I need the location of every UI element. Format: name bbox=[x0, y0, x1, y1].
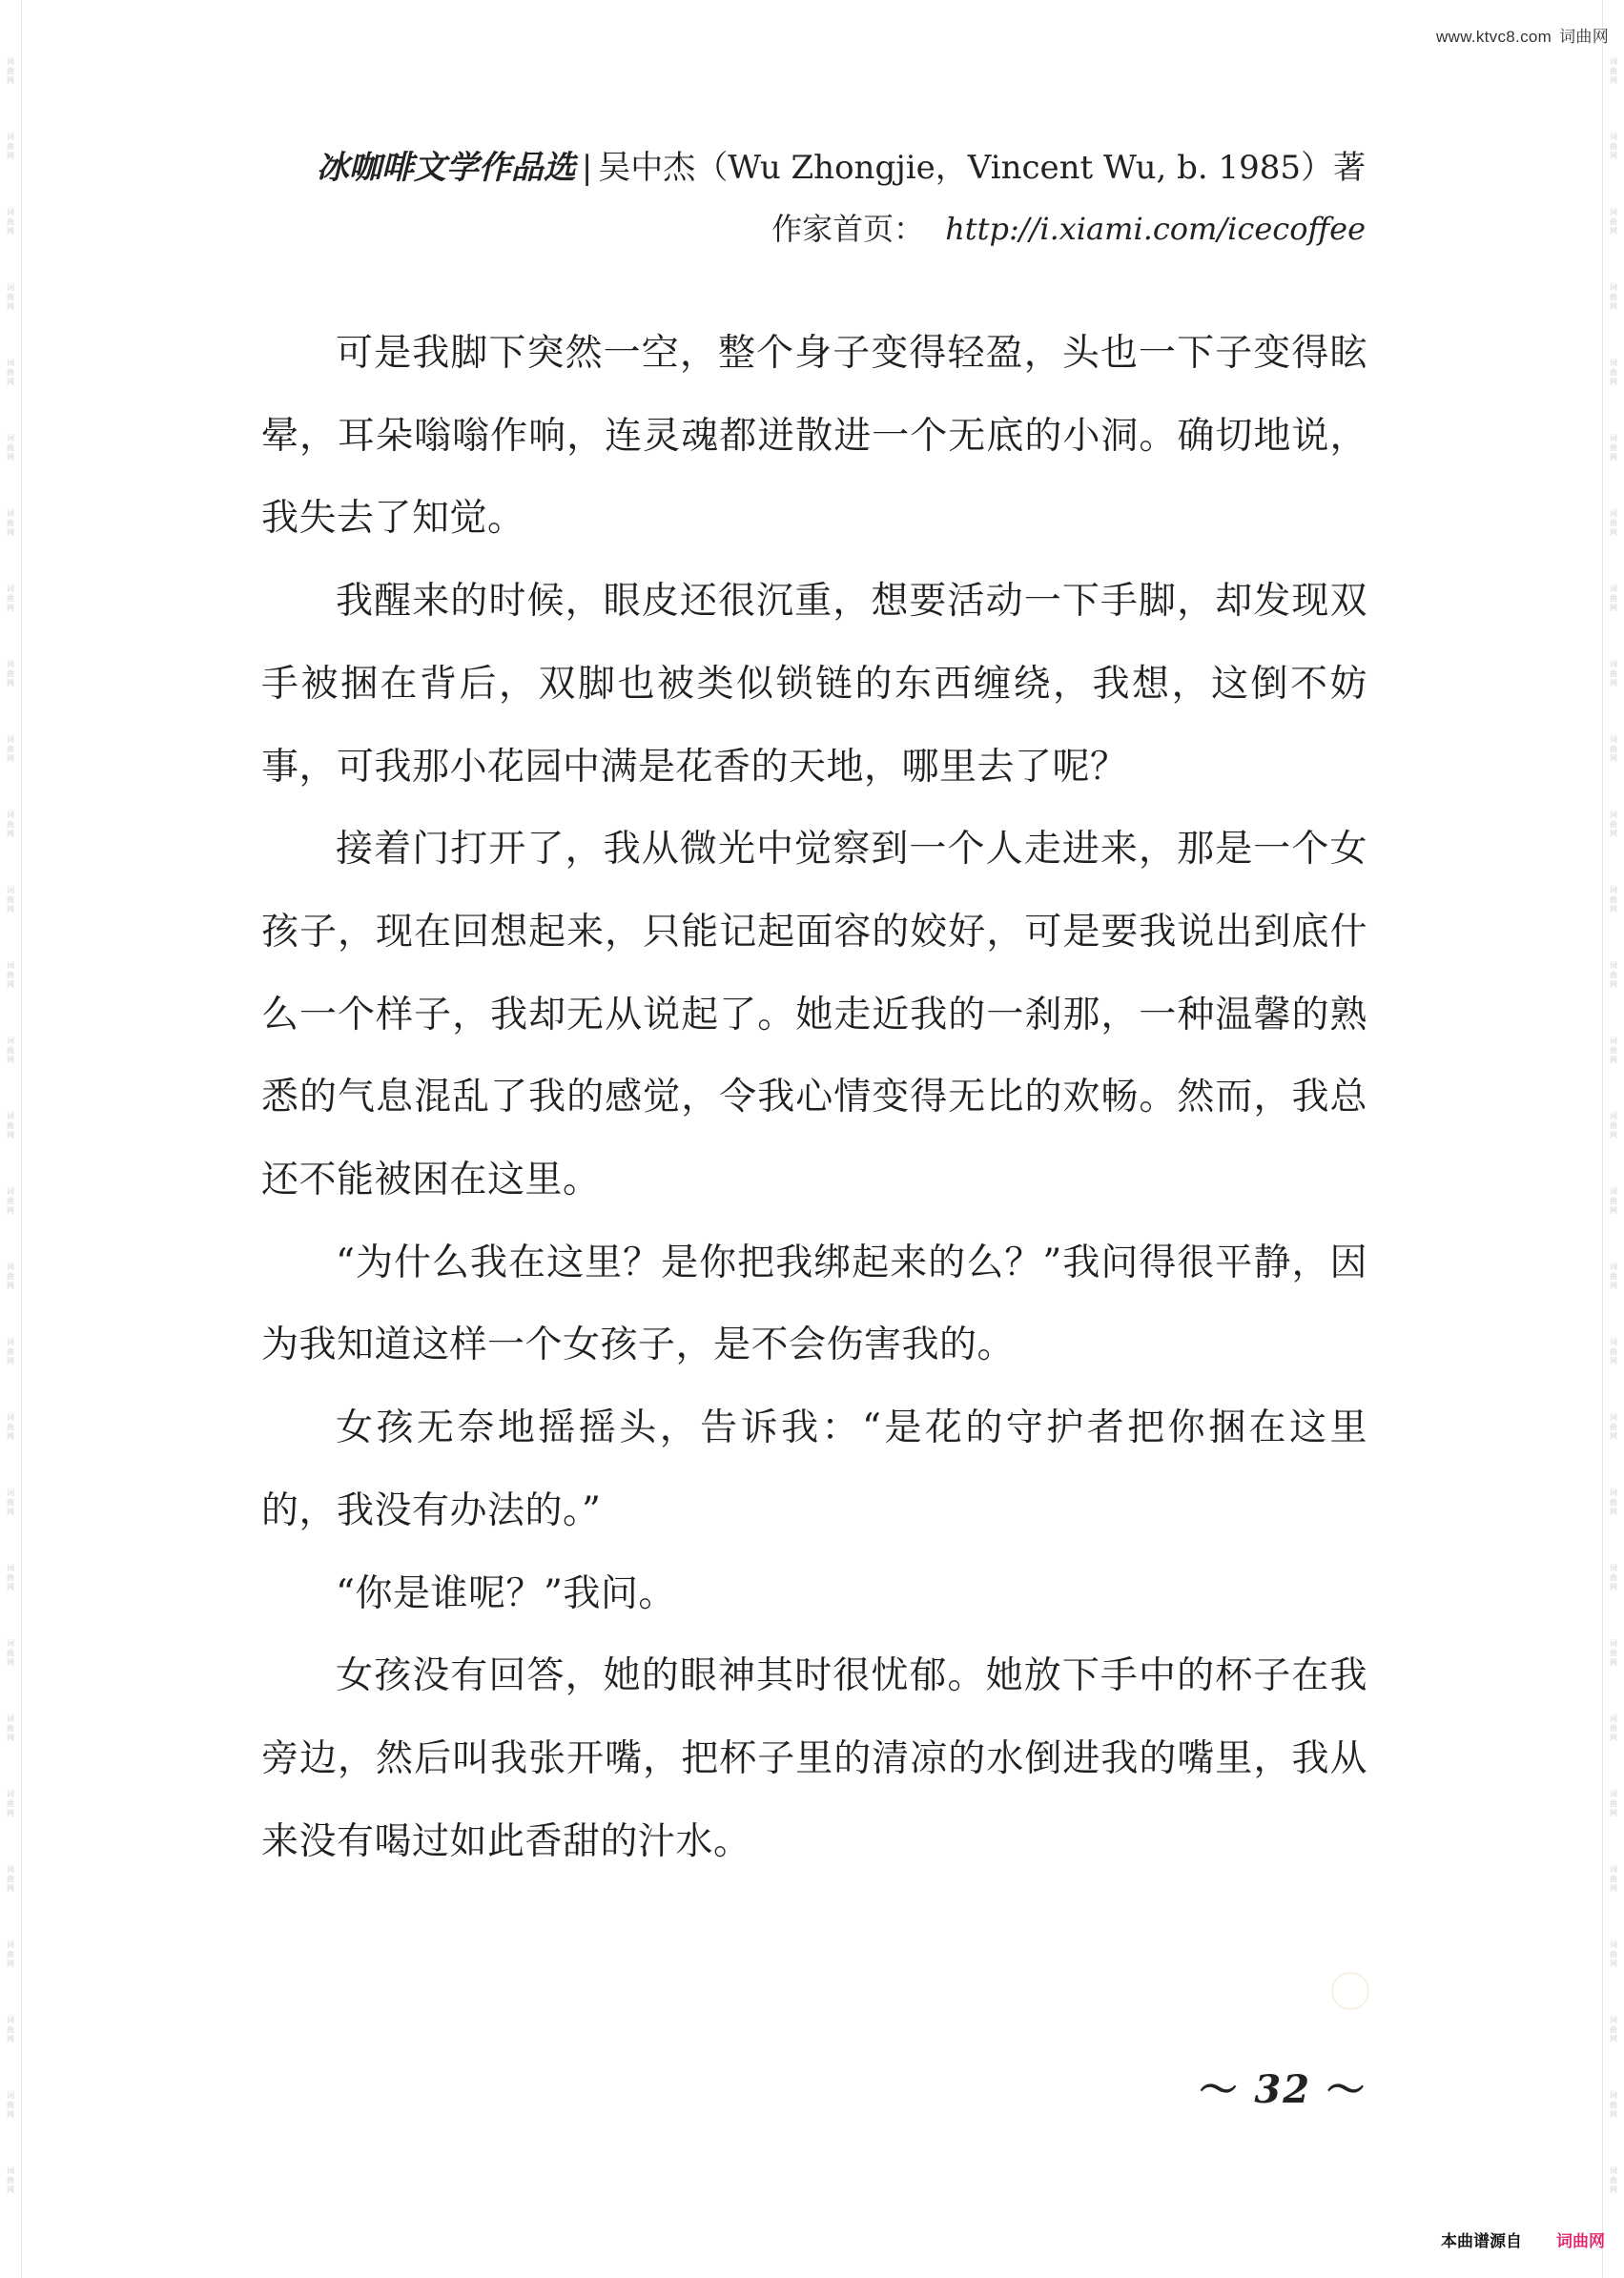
left-watermark-strip bbox=[0, 0, 21, 2278]
watermark-stamp bbox=[1331, 1968, 1499, 2016]
side-watermark-mark: 词 曲 网 bbox=[1610, 660, 1617, 688]
side-watermark-mark: 词 曲 网 bbox=[1610, 2016, 1617, 2043]
side-watermark-mark: 词 曲 网 bbox=[1610, 57, 1617, 85]
paragraph: 接着门打开了，我从微光中觉察到一个人走进来，那是一个女孩子，现在回想起来，只能记起面容的姣好，可是要我说出到底什么一个样子，我却无从说起了。她走近我的一刹那，一种温馨的熟悉的气息混乱了我的感觉，令我心情变得无比的欢畅。然而，我总还不能被困在这里。 bbox=[261, 828, 1367, 1202]
right-border-line bbox=[1602, 0, 1603, 2278]
side-watermark-mark: 词 曲 网 bbox=[1610, 283, 1617, 311]
site-url: www.ktvc8.com bbox=[1436, 28, 1552, 46]
header-title-line bbox=[317, 145, 1366, 191]
side-watermark-mark: 词 曲 网 bbox=[7, 1865, 14, 1893]
side-watermark-mark: 词 曲 网 bbox=[1610, 2166, 1617, 2194]
side-watermark-mark: 词 曲 网 bbox=[1610, 1865, 1617, 1893]
paragraph: 女孩无奈地摇摇头，告诉我：“是花的守护者把你捆在这里的，我没有办法的。” bbox=[261, 1406, 1367, 1532]
site-mark bbox=[1436, 23, 1609, 47]
right-watermark-strip bbox=[1603, 0, 1624, 2278]
side-watermark-mark: 词 曲 网 bbox=[7, 57, 14, 85]
side-watermark-mark: 词 曲 网 bbox=[7, 585, 14, 612]
page-number-value: 32 bbox=[1254, 2067, 1312, 2112]
side-watermark-mark: 词 曲 网 bbox=[1610, 1036, 1617, 1064]
tilde-right: ～ bbox=[1326, 2067, 1367, 2112]
site-name: 词曲网 bbox=[1559, 28, 1609, 46]
side-watermark-mark: 词 曲 网 bbox=[1610, 509, 1617, 537]
homepage-label: 作家首页： bbox=[771, 211, 925, 247]
side-watermark-mark: 词 曲 网 bbox=[1610, 961, 1617, 989]
series-title: 冰咖啡文学作品选 bbox=[316, 149, 576, 187]
side-watermark-mark: 词 曲 网 bbox=[7, 1036, 14, 1064]
source-footer bbox=[1441, 2227, 1605, 2251]
side-watermark-mark: 词 曲 网 bbox=[1610, 735, 1617, 763]
side-watermark-mark: 词 曲 网 bbox=[1610, 585, 1617, 612]
side-watermark-mark: 词 曲 网 bbox=[7, 811, 14, 838]
header-separator: | bbox=[581, 149, 593, 187]
side-watermark-mark: 词 曲 网 bbox=[1610, 434, 1617, 462]
stamp-circle-icon bbox=[1331, 1972, 1369, 2010]
side-watermark-mark: 词 曲 网 bbox=[7, 2016, 14, 2043]
side-watermark-mark: 词 曲 网 bbox=[1610, 1488, 1617, 1516]
side-watermark-mark: 词 曲 网 bbox=[1610, 1187, 1617, 1215]
page-header bbox=[317, 145, 1366, 252]
side-watermark-mark: 词 曲 网 bbox=[7, 735, 14, 763]
source-label: 本曲谱源自 bbox=[1441, 2232, 1522, 2251]
side-watermark-mark: 词 曲 网 bbox=[7, 961, 14, 989]
side-watermark-mark: 词 曲 网 bbox=[1610, 1639, 1617, 1667]
side-watermark-mark: 词 曲 网 bbox=[1610, 1714, 1617, 1742]
story-body bbox=[261, 313, 1367, 1883]
homepage-line bbox=[317, 206, 1366, 252]
left-border-line bbox=[21, 0, 22, 2278]
side-watermark-mark: 词 曲 网 bbox=[7, 1112, 14, 1139]
side-watermark-mark: 词 曲 网 bbox=[7, 208, 14, 236]
side-watermark-mark: 词 曲 网 bbox=[1610, 1112, 1617, 1139]
side-watermark-mark: 词 曲 网 bbox=[7, 283, 14, 311]
page-number bbox=[1199, 2060, 1367, 2114]
homepage-link[interactable]: http://i.xiami.com/icecoffee bbox=[945, 211, 1366, 247]
side-watermark-mark: 词 曲 网 bbox=[7, 1639, 14, 1667]
source-brand[interactable]: 词曲网 bbox=[1556, 2232, 1605, 2251]
side-watermark-mark: 词 曲 网 bbox=[1610, 1564, 1617, 1591]
side-watermark-mark: 词 曲 网 bbox=[7, 434, 14, 462]
side-watermark-mark: 词 曲 网 bbox=[7, 1338, 14, 1365]
side-watermark-mark: 词 曲 网 bbox=[7, 886, 14, 913]
author-line: 吴中杰（Wu Zhongjie，Vincent Wu, b. 1985）著 bbox=[598, 149, 1366, 187]
side-watermark-mark: 词 曲 网 bbox=[7, 509, 14, 537]
side-watermark-mark: 词 曲 网 bbox=[1610, 1940, 1617, 1968]
side-watermark-mark: 词 曲 网 bbox=[7, 359, 14, 386]
side-watermark-mark: 词 曲 网 bbox=[7, 2166, 14, 2194]
paragraph: “为什么我在这里？是你把我绑起来的么？”我问得很平静，因为我知道这样一个女孩子，是不会伤害我的。 bbox=[261, 1241, 1367, 1367]
side-watermark-mark: 词 曲 网 bbox=[1610, 1790, 1617, 1817]
side-watermark-mark: 词 曲 网 bbox=[1610, 886, 1617, 913]
side-watermark-mark: 词 曲 网 bbox=[7, 1714, 14, 1742]
side-watermark-mark: 词 曲 网 bbox=[1610, 1338, 1617, 1365]
side-watermark-mark: 词 曲 网 bbox=[1610, 208, 1617, 236]
side-watermark-mark: 词 曲 网 bbox=[7, 1488, 14, 1516]
paragraph: 可是我脚下突然一空，整个身子变得轻盈，头也一下子变得眩晕，耳朵嗡嗡作响，连灵魂都迸散进一个无底的小洞。确切地说，我失去了知觉。 bbox=[261, 332, 1367, 541]
side-watermark-mark: 词 曲 网 bbox=[7, 1262, 14, 1290]
side-watermark-mark: 词 曲 网 bbox=[1610, 133, 1617, 160]
side-watermark-mark: 词 曲 网 bbox=[1610, 359, 1617, 386]
paragraph: “你是谁呢？”我问。 bbox=[336, 1571, 676, 1615]
side-watermark-mark: 词 曲 网 bbox=[7, 1564, 14, 1591]
side-watermark-mark: 词 曲 网 bbox=[7, 1790, 14, 1817]
side-watermark-mark: 词 曲 网 bbox=[1610, 2091, 1617, 2119]
paragraph: 女孩没有回答，她的眼神其时很忧郁。她放下手中的杯子在我旁边，然后叫我张开嘴，把杯子里的清凉的水倒进我的嘴里，我从来没有喝过如此香甜的汁水。 bbox=[261, 1654, 1367, 1863]
side-watermark-mark: 词 曲 网 bbox=[7, 1940, 14, 1968]
side-watermark-mark: 词 曲 网 bbox=[1610, 1262, 1617, 1290]
side-watermark-mark: 词 曲 网 bbox=[7, 133, 14, 160]
paragraph: 我醒来的时候，眼皮还很沉重，想要活动一下手脚，却发现双手被捆在背后，双脚也被类似锁链的东西缠绕，我想，这倒不妨事，可我那小花园中满是花香的天地，哪里去了呢？ bbox=[261, 580, 1367, 789]
side-watermark-mark: 词 曲 网 bbox=[7, 660, 14, 688]
tilde-left: ～ bbox=[1199, 2067, 1240, 2112]
side-watermark-mark: 词 曲 网 bbox=[1610, 1413, 1617, 1441]
side-watermark-mark: 词 曲 网 bbox=[7, 1187, 14, 1215]
side-watermark-mark: 词 曲 网 bbox=[1610, 811, 1617, 838]
side-watermark-mark: 词 曲 网 bbox=[7, 2091, 14, 2119]
side-watermark-mark: 词 曲 网 bbox=[7, 1413, 14, 1441]
